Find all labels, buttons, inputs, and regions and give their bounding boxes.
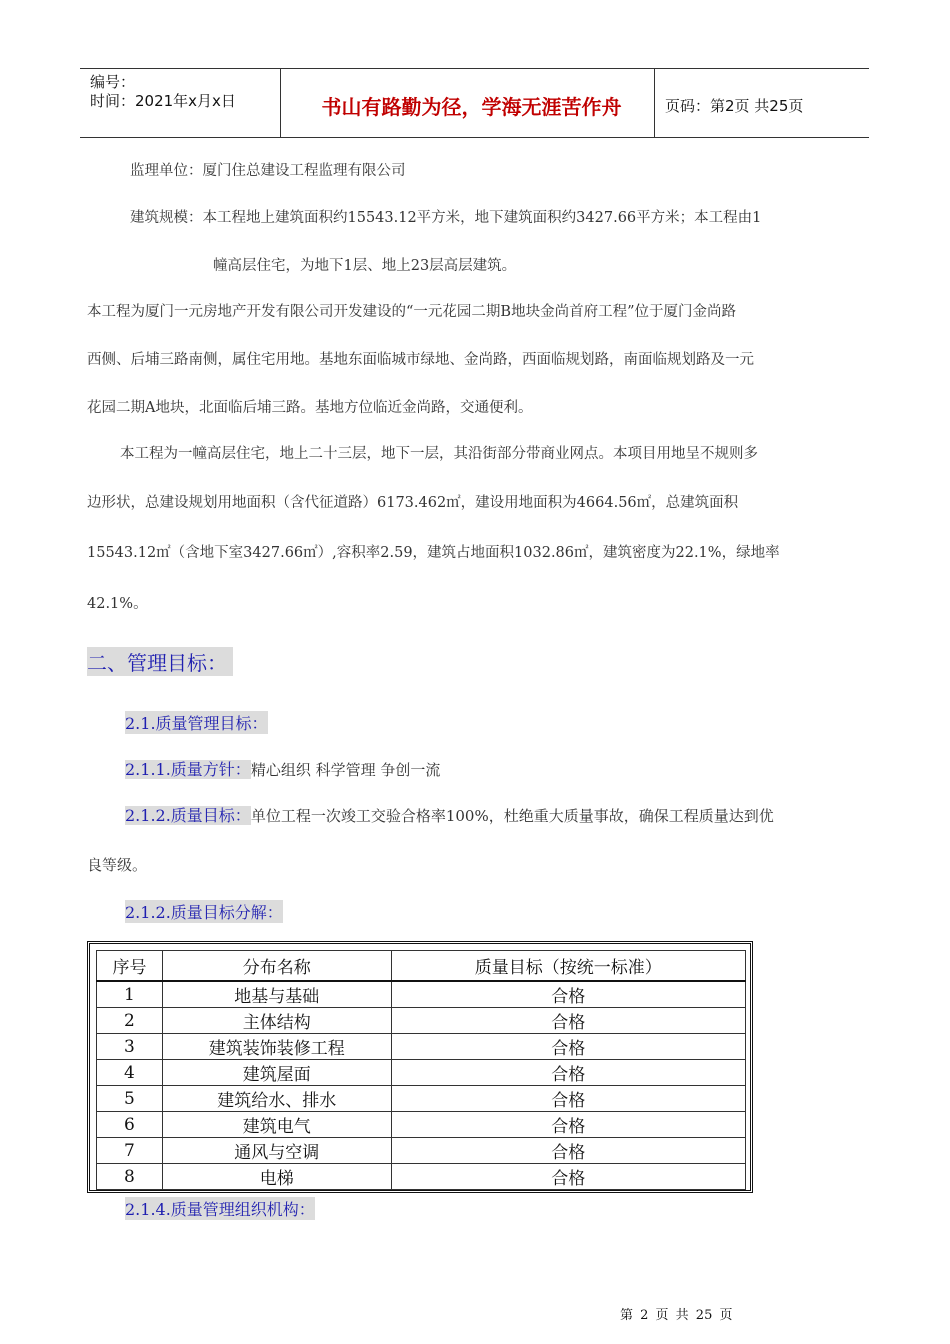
table-row (97, 981, 746, 1008)
section-heading: 二、管理目标： (87, 647, 233, 676)
time-label: 时间：2021年x月x日 (90, 92, 236, 110)
table-cell: 合格 (391, 1138, 745, 1164)
table-cell: 合格 (391, 1008, 745, 1034)
table-row (97, 1060, 746, 1086)
header-meta (90, 73, 236, 111)
table-cell: 建筑屋面 (162, 1060, 391, 1086)
desc-line: 42.1%。 (87, 596, 148, 612)
serial-label: 编号： (90, 73, 136, 91)
table-cell: 地基与基础 (162, 981, 391, 1008)
table-row (97, 1138, 746, 1164)
table-cell: 合格 (391, 1034, 745, 1060)
scale-line-2: 幢高层住宅，为地下1层、地上23层高层建筑。 (213, 258, 517, 274)
supervisor-line: 监理单位：厦门住总建设工程监理有限公司 (130, 163, 406, 179)
header-divider (280, 69, 281, 137)
table-cell: 6 (97, 1112, 163, 1138)
table-header-cell: 分布名称 (162, 951, 391, 982)
desc-line: 本工程为一幢高层住宅，地上二十三层，地下一层，其沿街部分带商业网点。本项目用地呈不规则多 (120, 446, 758, 462)
quality-policy-label: 2.1.1.质量方针： (125, 760, 251, 779)
table-row (97, 1034, 746, 1060)
table-cell: 1 (97, 981, 163, 1008)
table-cell: 3 (97, 1034, 163, 1060)
table-cell: 建筑给水、排水 (162, 1086, 391, 1112)
table-cell: 合格 (391, 1060, 745, 1086)
quality-goal-table (87, 941, 753, 1193)
table-cell: 8 (97, 1164, 163, 1190)
table-cell: 5 (97, 1086, 163, 1112)
org-structure-heading: 2.1.4.质量管理组织机构： (125, 1197, 315, 1220)
table-cell: 电梯 (162, 1164, 391, 1190)
table-header-row (97, 951, 746, 982)
table-row (97, 1164, 746, 1190)
table-cell: 通风与空调 (162, 1138, 391, 1164)
table-row (97, 1086, 746, 1112)
quality-goal-grid (96, 950, 746, 1190)
scale-line-1: 建筑规模：本工程地上建筑面积约15543.12平方米，地下建筑面积约3427.66平方米；本工程由1 (130, 210, 762, 226)
table-cell: 7 (97, 1138, 163, 1164)
table-cell: 4 (97, 1060, 163, 1086)
quality-goal-text: 单位工程一次竣工交验合格率100%，杜绝重大质量事故，确保工程质量达到优 (250, 807, 774, 825)
subsection-heading: 2.1.质量管理目标： (125, 711, 268, 734)
table-cell: 合格 (391, 1112, 745, 1138)
intro-line: 本工程为厦门一元房地产开发有限公司开发建设的“一元花园二期B地块金尚首府工程”位于厦门金尚路 (87, 304, 736, 320)
table-header-cell: 质量目标（按统一标准） (391, 951, 745, 982)
table-header-cell: 序号 (97, 951, 163, 982)
table-cell: 合格 (391, 1164, 745, 1190)
quality-goal-line-2: 良等级。 (87, 856, 148, 874)
table-cell: 2 (97, 1008, 163, 1034)
quality-policy-line (125, 760, 440, 780)
header-page-info: 页码：第2页 共25页 (665, 97, 804, 115)
table-row (97, 1008, 746, 1034)
intro-line: 花园二期A地块，北面临后埔三路。基地方位临近金尚路，交通便利。 (87, 400, 533, 416)
desc-line: 边形状，总建设规划用地面积（含代征道路）6173.462㎡，建设用地面积为4664.56㎡，总建筑面积 (87, 495, 739, 511)
intro-line: 西侧、后埔三路南侧，属住宅用地。基地东面临城市绿地、金尚路，西面临规划路，南面临规划路及一元 (87, 352, 754, 368)
header-motto: 书山有路勤为径，学海无涯苦作舟 (321, 95, 622, 119)
table-cell: 合格 (391, 981, 745, 1008)
quality-goal-line (125, 806, 774, 826)
quality-goal-label: 2.1.2.质量目标： (125, 806, 251, 825)
page-footer: 第 2 页 共 25 页 (620, 1308, 733, 1323)
table-cell: 主体结构 (162, 1008, 391, 1034)
table-cell: 建筑装饰装修工程 (162, 1034, 391, 1060)
desc-line: 15543.12㎡（含地下室3427.66㎡）,容积率2.59，建筑占地面积1032.86㎡，建筑密度为22.1%，绿地率 (87, 545, 780, 561)
page-header (80, 68, 869, 138)
quality-policy-text: 精心组织 科学管理 争创一流 (250, 761, 441, 779)
table-row (97, 1112, 746, 1138)
table-cell: 建筑电气 (162, 1112, 391, 1138)
table-cell: 合格 (391, 1086, 745, 1112)
goal-breakdown-heading: 2.1.2.质量目标分解： (125, 900, 283, 923)
